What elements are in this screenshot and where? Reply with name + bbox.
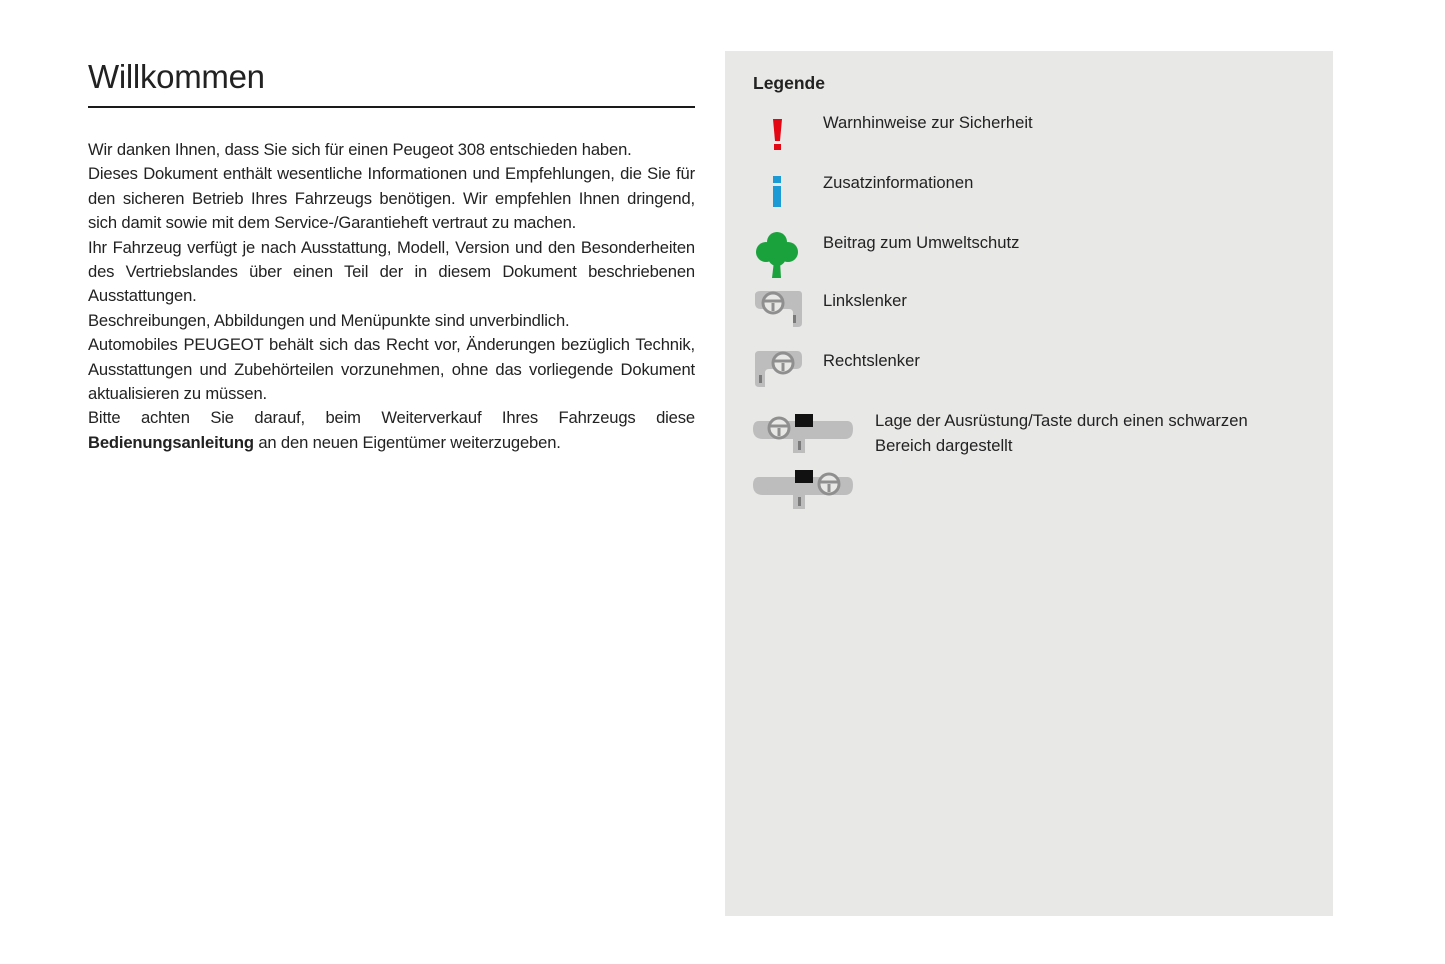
legend-label: Zusatzinformationen: [823, 173, 974, 192]
paragraph: Ihr Fahrzeug verfügt je nach Ausstattung, Modell, Version und den Besonderheiten des Vertriebslandes über einen Teil der in diesem Dokument beschriebenen Ausstattungen.: [88, 237, 695, 306]
paragraph: Dieses Dokument enthält wesentliche Informationen und Empfehlungen, die Sie für den sicheren Betrieb Ihres Fahrzeugs benötigen. Wir empfehlen Ihnen dringend, sich damit sowie mit dem Service-/Garantieheft vertraut zu machen.: [88, 164, 695, 233]
paragraph: Automobiles PEUGEOT behält sich das Recht vor, Änderungen bezüglich Technik, Ausstattungen und Zubehörteilen vorzunehmen, ohne das vorliegende Dokument aktualisieren zu müssen.: [88, 335, 695, 404]
legend-panel: [725, 51, 1333, 916]
manual-term: Bedienungsanleitung: [88, 432, 254, 452]
clover-icon: [753, 229, 801, 281]
info-icon: [753, 171, 801, 219]
page-title: Willkommen: [88, 58, 695, 108]
legend-label: Rechtslenker: [823, 351, 920, 370]
legend-label: Beitrag zum Umweltschutz: [823, 233, 1020, 252]
paragraph: Wir danken Ihnen, dass Sie sich für einen Peugeot 308 entschieden haben.: [88, 140, 632, 159]
dashboard-location-icon: [753, 409, 857, 515]
warning-exclamation-icon: [753, 111, 801, 159]
legend-title: Legende: [753, 73, 825, 93]
main-column: [88, 58, 695, 455]
left-hand-drive-icon: [753, 289, 805, 331]
paragraph: Beschreibungen, Abbildungen und Menüpunkte sind unverbindlich.: [88, 310, 570, 330]
legend-label: Warnhinweise zur Sicherheit: [823, 113, 1033, 132]
legend-label: Linkslenker: [823, 291, 907, 310]
intro-text: [88, 138, 695, 455]
right-hand-drive-icon: [753, 349, 805, 391]
legend-label: Lage der Ausrüstung/Taste durch einen schwarzen Bereich dargestellt: [875, 411, 1248, 455]
paragraph-handover: Bitte achten Sie darauf, beim Weiterverkauf Ihres Fahrzeugs diese Bedienungsanleitung an den neuen Eigentümer weiterzugeben.: [88, 408, 695, 452]
